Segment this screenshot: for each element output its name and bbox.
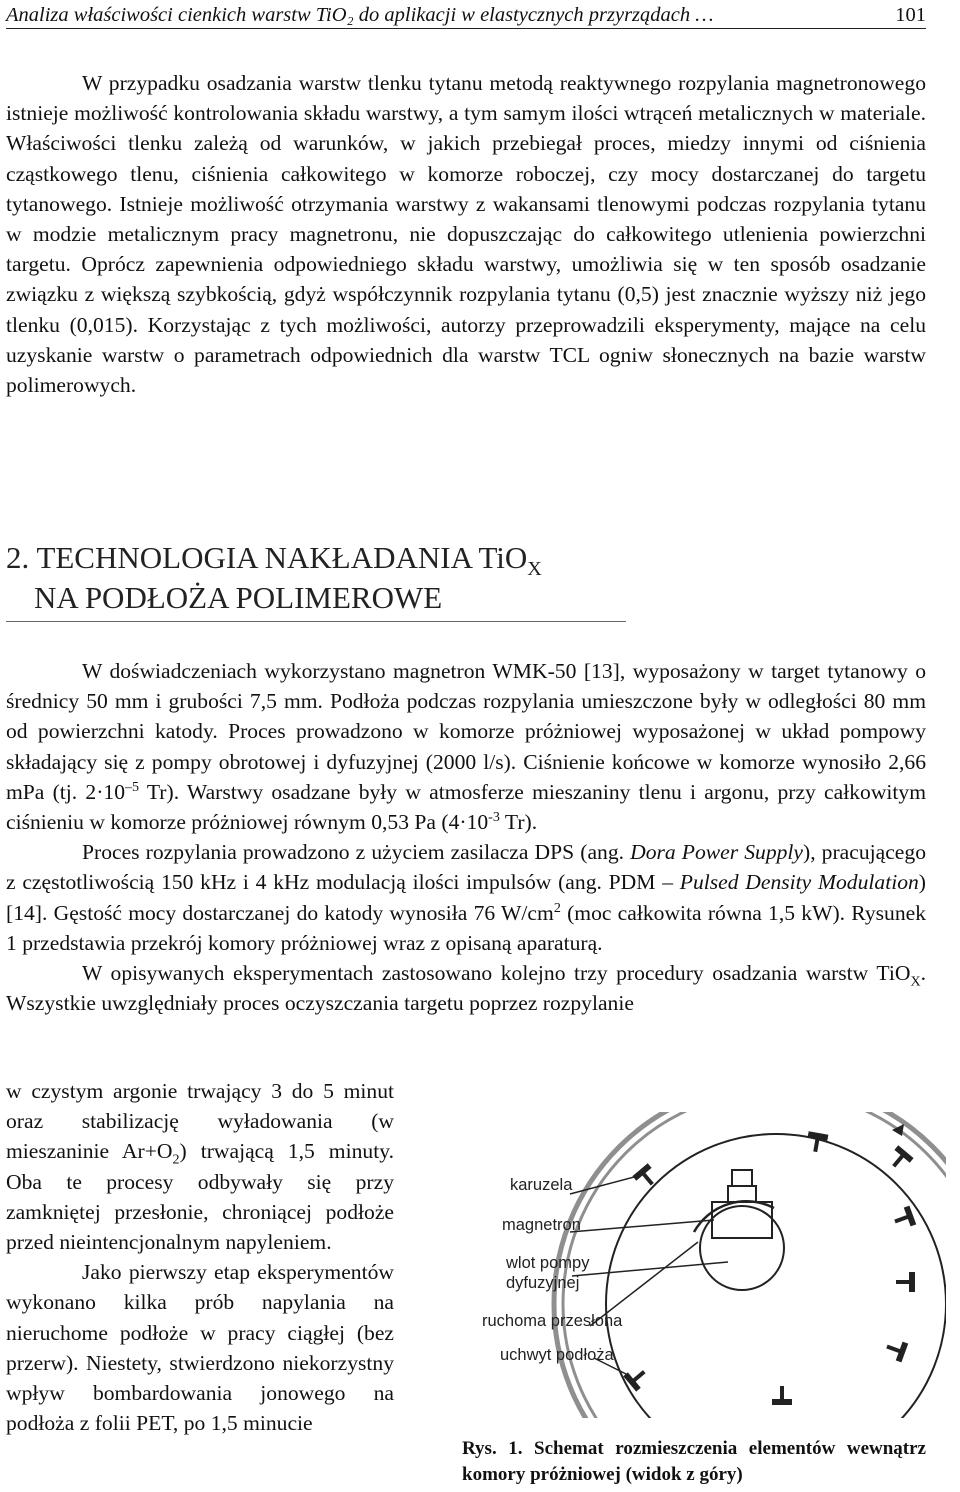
figure-chamber-schematic: [462, 1112, 946, 1418]
paragraph-procedures: [6, 958, 926, 1018]
label-magnetron: magnetron: [502, 1216, 581, 1234]
section-heading-line1: [6, 540, 542, 581]
p2-italic-1: Dora Power Supply: [630, 840, 804, 865]
magnetron-neck: [728, 1186, 756, 1202]
p1-text-b: Tr). Warstwy osadzane były w atmosferze mieszaniny tlenu i argonu, przy całkowitym ciśnieniu w komorze próżniowej równym 0,53 Pa (4·10: [6, 779, 927, 835]
intro-paragraph: [6, 68, 926, 400]
intro-text: W przypadku osadzania warstw tlenku tytanu metodą reaktywnego rozpylania magnetronowego istnieje możliwość kontrolowania składu warstwy, a tym samym ilości wtrąceń metalicznych w materiale. Właściwości tlenku zależą od warunków, w jakich przebiegał proces, miedzy innymi od ciśnienia cząstkowego tlenu, ciśnienia całkowitego w komorze roboczej, czy mocy dostarczanej do targetu tytanowego. Istnieje możliwość otrzymania warstwy z wakansami tlenowymi podczas rozpylania tytanu w modzie metalicznym pracy magnetronu, nie dopuszczając do całkowitego utlenienia powierzchni targetu. Oprócz zapewnienia odpowiedniego składu warstwy, umożliwia się w ten sposób osadzanie związku z większą szybkością, gdyż współczynnik rozpylania tytanu (0,5) jest znacznie wyższy niż jego tlenku (0,015). Korzystając z tych możliwości, autorzy przeprowadzili eksperymenty, mające na celu uzyskanie warstw o parametrach odpowiednich dla warstw TCL ogniw słonecznych na bazie warstw polimerowych.: [6, 71, 926, 398]
holder-4: [884, 1337, 909, 1362]
running-header: [6, 2, 926, 29]
holder-8: [772, 1386, 792, 1405]
label-karuzela: karuzela: [510, 1176, 573, 1194]
paragraph-power-supply: [6, 837, 926, 958]
section-heading-line2: NA PODŁOŻA POLIMEROWE: [34, 580, 443, 615]
p1-exponent-2: -3: [488, 808, 500, 825]
p3-cont-text-a: w czystym argonie trwający 3 do 5 minut oraz stabilizację wyładowania (w mieszaninie Ar+O: [6, 1079, 394, 1164]
p3-cont-text-b: ) trwającą 1,5 minuty. Oba te procesy odbywały się przy zamkniętej przesłonie, chroniącej podłoże przed nieintencjonalnym napyleniem.: [6, 1139, 394, 1255]
p2-exponent: 2: [553, 899, 561, 916]
section-heading-subscript: X: [527, 558, 542, 581]
section-heading-text: 2. TECHNOLOGIA NAKŁADANIA TiO: [6, 540, 528, 575]
p1-text-c: Tr).: [499, 810, 538, 835]
leader-magnetron: [570, 1220, 714, 1232]
holder-1: [886, 1145, 914, 1172]
page-number: 101: [895, 4, 926, 26]
running-title: Analiza właściwości cienkich warstw TiO₂ do aplikacji w elastycznych przyrządach …: [6, 4, 714, 26]
figure-caption: Rys. 1. Schemat rozmieszczenia elementów wewnątrz komory próżniowej (widok z góry): [462, 1438, 926, 1485]
label-uchwyt-podloza: uchwyt podłoża: [500, 1346, 614, 1364]
p3-subscript: X: [910, 973, 921, 990]
p2-text-b: ), pracującego z częstotliwością 150 kHz i 4 kHz modulacją ilości impulsów (ang. PDM –: [6, 840, 926, 895]
label-wlot-line1: wlot pompy: [506, 1254, 590, 1272]
p3-cont-subscript: 2: [172, 1151, 180, 1168]
holder-3: [896, 1272, 915, 1292]
p2-text-a: Proces rozpylania prowadzono z użyciem zasilacza DPS (ang.: [82, 840, 631, 865]
paragraph-magnetron: [6, 656, 926, 837]
carousel-circle: [606, 1134, 946, 1418]
label-ruchoma-przeslona: ruchoma przesłona: [482, 1312, 623, 1330]
p1-text-a: W doświadczeniach wykorzystano magnetron WMK-50 [13], wyposażony w target tytanowy o średnicy 50 mm i grubości 7,5 mm. Podłoża podczas rozpylania umieszczone były w odległości 80 mm od powierzchni katody. Proces prowadzono w komorze próżniowej wyposażonej w układ pompowy składający się z pompy obrotowej i dyfuzyjnej (2000 l/s). Ciśnienie końcowe w komorze wynosiło 2,66 mPa (tj. 2·10: [6, 659, 926, 804]
magnetron-cap: [732, 1170, 752, 1186]
chamber-outer-ring: [554, 1112, 946, 1418]
holder-2: [892, 1206, 917, 1231]
p2-italic-2: Pulsed Density Modulation: [679, 870, 919, 895]
wrapped-text-column: [6, 1076, 394, 1438]
section-body: [6, 656, 926, 1018]
paragraph-first-stage: Jako pierwszy etap eksperymentów wykonano kilka prób napylania na nieruchome podłoże w pracy ciągłej (bez przerw). Niestety, stwierdzono niekorzystny wpływ bombardowania jonowego na podłoża z folii PET, po 1,5 minucie: [6, 1260, 394, 1436]
p3-text-a: W opisywanych eksperymentach zastosowano kolejno trzy procedury osadzania warstw TiO: [82, 961, 911, 986]
heading-divider: [6, 621, 626, 622]
p3-text-b: . Wszystkie uwzględniały proces oczyszczania targetu poprzez rozpylanie: [6, 961, 926, 1016]
p2-text-c: ) [14]. Gęstość mocy dostarczanej do katody wynosiła 76 W/cm: [6, 870, 926, 925]
p2-text-d: (moc całkowita równa 1,5 kW). Rysunek 1 przedstawia przekrój komory próżniowej wraz z opisaną aparaturą.: [6, 900, 927, 955]
holder-5: [805, 1131, 828, 1153]
p1-exponent: –5: [125, 778, 140, 795]
label-wlot-line2: dyfuzyjnej: [506, 1274, 580, 1292]
paragraph-procedures-continued: [6, 1076, 394, 1257]
